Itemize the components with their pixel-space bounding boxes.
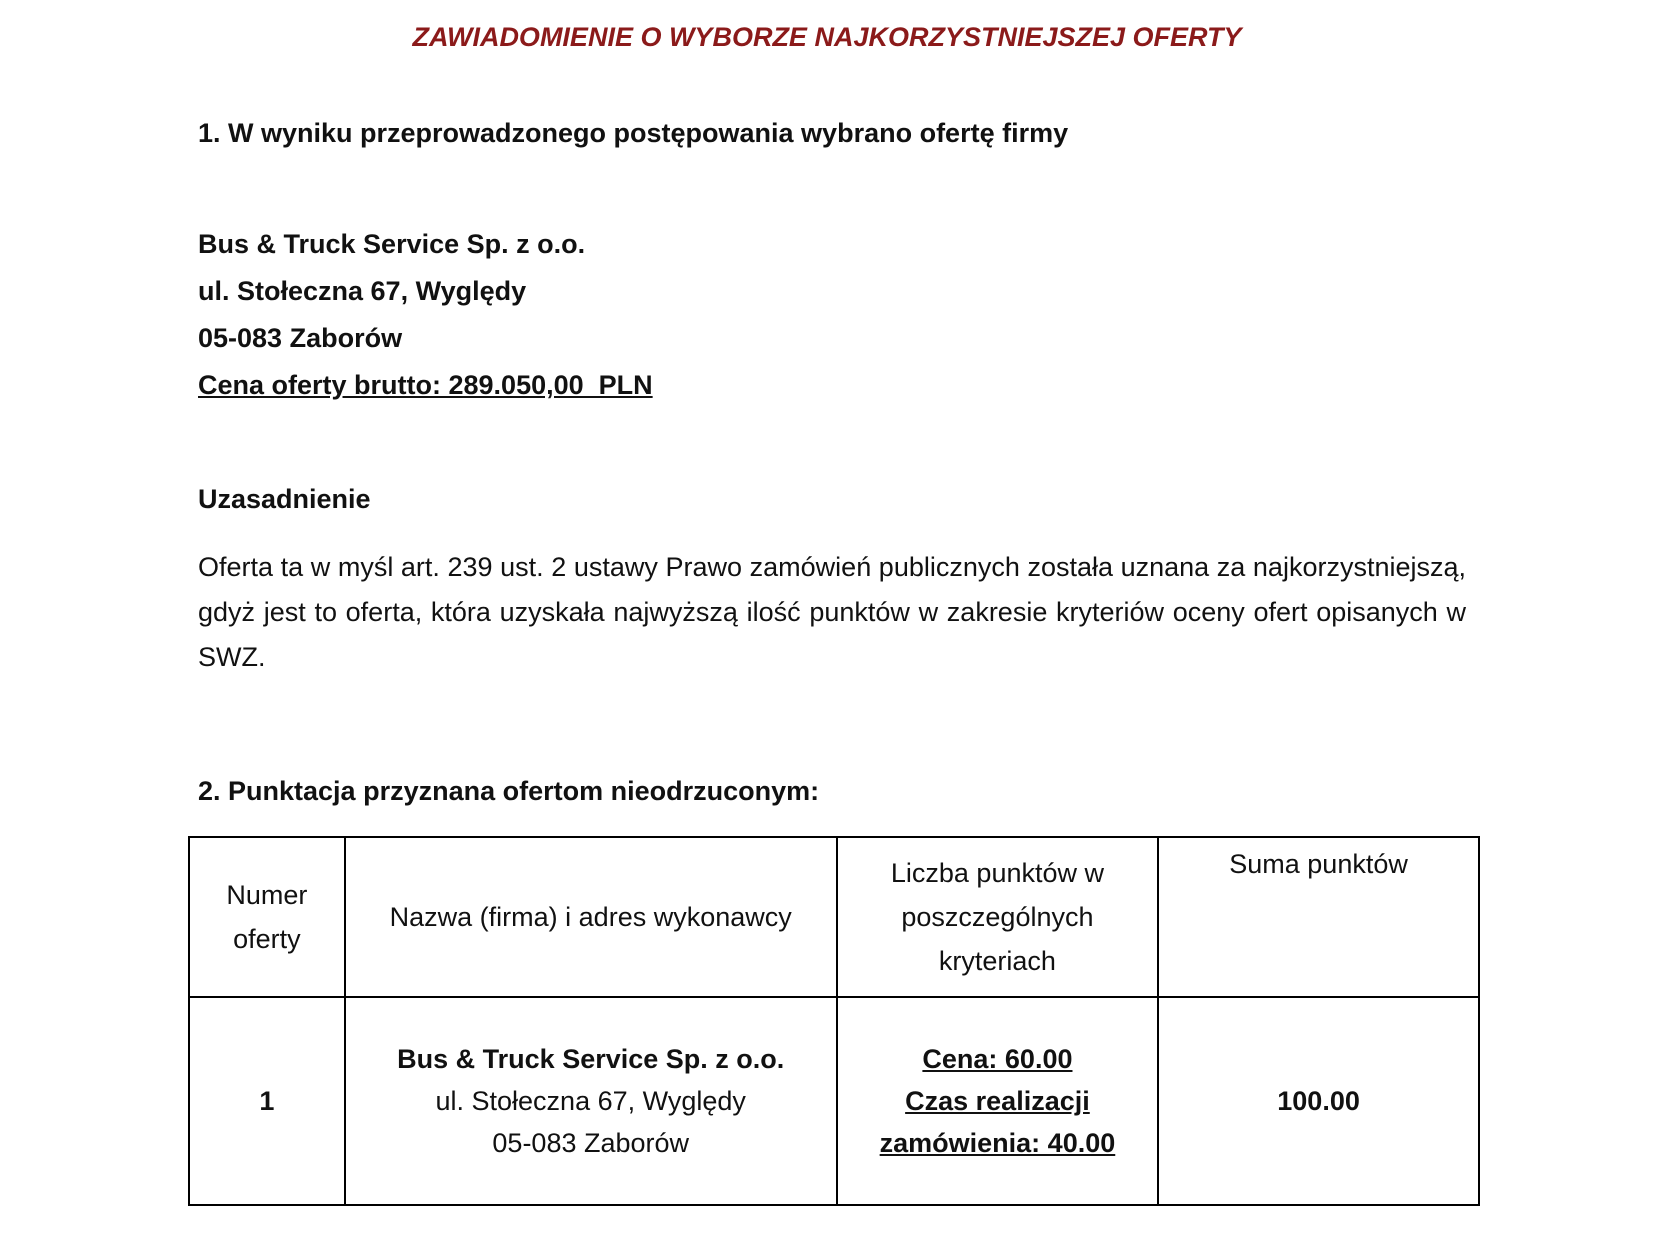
- company-address-street: ul. Stołeczna 67, Wyględy: [198, 276, 527, 306]
- company-name: Bus & Truck Service Sp. z o.o.: [198, 229, 586, 259]
- cell-criteria-time-label: Czas realizacji: [905, 1086, 1090, 1116]
- cell-contractor-street: ul. Stołeczna 67, Wyględy: [435, 1086, 746, 1116]
- company-address-city: 05-083 Zaborów: [198, 323, 403, 353]
- header-offer-number-line2: oferty: [233, 924, 301, 954]
- offer-price: Cena oferty brutto: 289.050,00 PLN: [198, 370, 653, 400]
- document-title: ZAWIADOMIENIE O WYBORZE NAJKORZYSTNIEJSZEJ OFERTY: [412, 22, 1242, 52]
- header-criteria-line3: kryteriach: [938, 946, 1056, 976]
- cell-criteria-points: [837, 997, 1158, 1205]
- header-offer-number-line1: Numer: [226, 880, 308, 910]
- justification-text: Oferta ta w myśl art. 239 ust. 2 ustawy Prawo zamówień publicznych została uznana za najkorzystniejszą, gdyż jest to oferta, która uzyskała najwyższą ilość punktów w zakresie kryteriów oceny ofert opisanych w SWZ.: [198, 552, 1466, 672]
- cell-criteria-time-value: zamówienia: 40.00: [879, 1128, 1116, 1158]
- table-header-row: [189, 837, 1479, 997]
- table-row: [189, 997, 1479, 1205]
- cell-offer-number: 1: [189, 997, 345, 1205]
- header-contractor-name: Nazwa (firma) i adres wykonawcy: [345, 837, 837, 997]
- cell-criteria-price: Cena: 60.00: [922, 1044, 1073, 1074]
- scores-table: [188, 836, 1480, 1206]
- section1-heading: 1. W wyniku przeprowadzonego postępowania wybrano ofertę firmy: [198, 118, 1069, 148]
- section2-heading: 2. Punktacja przyznana ofertom nieodrzuconym:: [198, 776, 820, 806]
- header-criteria-line1: Liczba punktów w: [890, 858, 1104, 888]
- justification-heading: Uzasadnienie: [198, 484, 371, 514]
- header-offer-number: [189, 837, 345, 997]
- cell-contractor-name: Bus & Truck Service Sp. z o.o.: [397, 1044, 785, 1074]
- cell-contractor: [345, 997, 837, 1205]
- header-criteria-points: [837, 837, 1158, 997]
- header-total-points: Suma punktów: [1158, 837, 1479, 997]
- cell-total-points: 100.00: [1158, 997, 1479, 1205]
- cell-contractor-city: 05-083 Zaborów: [492, 1128, 690, 1158]
- header-criteria-line2: poszczególnych: [901, 902, 1094, 932]
